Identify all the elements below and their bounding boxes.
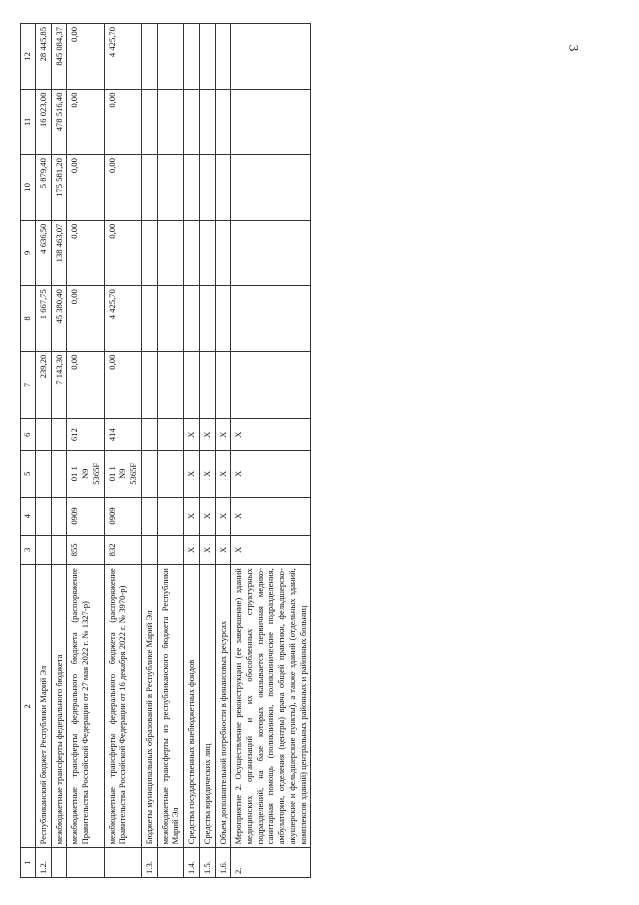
row-name: межбюджетные трансферты федерального бюджета (распоряжение Правительства Российской Федерации от 27 мая 2022 г. № 1327-р) [67,565,104,848]
row-number: 1.2. [36,848,52,878]
table-row [199,24,215,878]
cell-col5: X [215,451,231,498]
table-row [104,24,141,878]
row-name: Республиканский бюджет Республики Марий Эл [36,565,52,848]
cell-col6: X [199,419,215,451]
table-row [36,24,52,878]
cell-col3: X [215,535,231,565]
cell-col10: 5 879,40 [36,155,52,221]
cell-col11 [184,89,200,155]
code-part: 01 1 [69,466,80,482]
header-cell: 10 [21,155,36,221]
cell-col10: 175 581,20 [51,155,67,221]
code-part: N9 [117,468,128,480]
cell-col5 [36,451,52,498]
cell-col8 [157,286,183,352]
cell-col11: 16 023,00 [36,89,52,155]
cell-col10 [141,155,157,221]
cell-col12: 845 084,37 [51,24,67,90]
cell-col12: 4 425,70 [104,24,141,90]
row-name: межбюджетные трансферты федерального бюджета [51,565,67,848]
cell-col6: X [231,419,311,451]
code-part: N9 [80,468,91,480]
cell-col4: X [199,497,215,535]
cell-col7: 0,00 [104,351,141,419]
cell-col8 [141,286,157,352]
cell-col8: 1 667,75 [36,286,52,352]
header-cell: 6 [21,419,36,451]
cell-col4: X [231,497,311,535]
cell-col10 [231,155,311,221]
cell-col10: 0,00 [67,155,104,221]
cell-col10 [157,155,183,221]
cell-col9 [184,220,200,286]
table-row [157,24,183,878]
cell-col5: X [184,451,200,498]
cell-col11 [141,89,157,155]
rotated-sheet [0,6,600,896]
cell-col7 [231,351,311,419]
table-row [51,24,67,878]
cell-col3: X [199,535,215,565]
cell-col6 [51,419,67,451]
row-name: Мероприятие 2. Осуществление реконструкции (ее завершение) зданий медицинских организаций и их обособленных структурных подразделений, на базе которых оказывается первичная медико-санитарная помощь (поликлиники, поликлинические подразделения, амбулатории, отделения (центры) врача общей практики, фельдшерско-акушерские и фельдшерские пункты), а также зданий (отдельных зданий, комплексов зданий) центральных районных и районных больниц [231,565,311,848]
row-number [67,848,104,878]
cell-col5 [157,451,183,498]
table-row [215,24,231,878]
cell-col9 [231,220,311,286]
cell-col7 [215,351,231,419]
cell-col11: 478 516,40 [51,89,67,155]
cell-col7 [141,351,157,419]
row-number [104,848,141,878]
cell-col10 [199,155,215,221]
cell-col12 [157,24,183,90]
header-cell: 8 [21,286,36,352]
cell-col11: 0,00 [104,89,141,155]
cell-col5: X [199,451,215,498]
cell-col3 [157,535,183,565]
cell-col8 [199,286,215,352]
cell-col9: 0,00 [67,220,104,286]
cell-col12 [141,24,157,90]
cell-col8: 45 380,40 [51,286,67,352]
cell-col4: X [215,497,231,535]
cell-col8 [215,286,231,352]
cell-col5 [104,451,141,498]
cell-col9: 0,00 [104,220,141,286]
header-cell: 4 [21,497,36,535]
cell-col3: 832 [104,535,141,565]
cell-col5 [141,451,157,498]
cell-col6: 414 [104,419,141,451]
cell-col5: X [231,451,311,498]
cell-col8 [231,286,311,352]
header-cell: 3 [21,535,36,565]
cell-col7 [199,351,215,419]
cell-col3: X [184,535,200,565]
cell-col11 [215,89,231,155]
row-number: 1.4. [184,848,200,878]
cell-col11 [157,89,183,155]
cell-col12: 28 445,85 [36,24,52,90]
cell-col9 [141,220,157,286]
code-part: 01 1 [106,466,117,482]
header-cell: 1 [21,848,36,878]
cell-col6 [157,419,183,451]
cell-col5 [67,451,104,498]
cell-col4 [36,497,52,535]
cell-col6 [141,419,157,451]
cell-col7 [157,351,183,419]
cell-col10: 0,00 [104,155,141,221]
cell-col10 [215,155,231,221]
row-number: 2. [231,848,311,878]
cell-col9 [199,220,215,286]
row-number [51,848,67,878]
header-cell: 2 [21,565,36,848]
cell-col10 [184,155,200,221]
cell-col4: X [184,497,200,535]
row-number [157,848,183,878]
cell-col3 [51,535,67,565]
cell-col6 [36,419,52,451]
cell-col9 [157,220,183,286]
row-number: 1.3. [141,848,157,878]
cell-col9: 138 463,07 [51,220,67,286]
cell-col11 [231,89,311,155]
cell-col3 [36,535,52,565]
cell-col3: 855 [67,535,104,565]
cell-col12 [231,24,311,90]
table-row [184,24,200,878]
cell-col3: X [231,535,311,565]
cell-col4 [51,497,67,535]
cell-col12 [215,24,231,90]
header-row [21,24,36,878]
cell-col8 [184,286,200,352]
row-name: межбюджетные трансферты из республиканского бюджета Республики Марий Эл [157,565,183,848]
budget-table [20,23,311,878]
cell-col5 [51,451,67,498]
row-name: межбюджетные трансферты федерального бюджета (распоряжение Правительства Российской Федерации от 16 декабря 2022 г. № 3970-р) [104,565,141,848]
row-name: Средства государственных внебюджетных фондов [184,565,200,848]
header-cell: 9 [21,220,36,286]
cell-col11 [199,89,215,155]
table-row [231,24,311,878]
cell-col6: X [215,419,231,451]
table-row [67,24,104,878]
cell-col3 [141,535,157,565]
cell-col9: 4 636,50 [36,220,52,286]
page-number: 3 [566,44,582,52]
table-row [141,24,157,878]
header-cell: 7 [21,351,36,419]
code-part: 5365F [128,462,139,485]
cell-col7 [184,351,200,419]
cell-col9 [215,220,231,286]
header-cell: 11 [21,89,36,155]
cell-col4 [141,497,157,535]
row-number: 1.5. [199,848,215,878]
cell-col6: X [184,419,200,451]
cell-col12 [184,24,200,90]
cell-col4 [157,497,183,535]
cell-col8: 0,00 [67,286,104,352]
header-cell: 5 [21,451,36,498]
cell-col4: 0909 [104,497,141,535]
row-name: Бюджеты муниципальных образований в Республике Марий Эл [141,565,157,848]
row-number: 1.6. [215,848,231,878]
cell-col4: 0909 [67,497,104,535]
row-name: Средства юридических лиц [199,565,215,848]
cell-col7: 0,00 [67,351,104,419]
cell-col6: 612 [67,419,104,451]
cell-col11: 0,00 [67,89,104,155]
cell-col8: 4 425,70 [104,286,141,352]
cell-col12 [199,24,215,90]
row-name: Объем дополнительной потребности в финансовых ресурсах [215,565,231,848]
cell-col7: 239,20 [36,351,52,419]
cell-col7: 7 143,30 [51,351,67,419]
code-part: 5365F [90,462,101,485]
cell-col12: 0,00 [67,24,104,90]
header-cell: 12 [21,24,36,90]
